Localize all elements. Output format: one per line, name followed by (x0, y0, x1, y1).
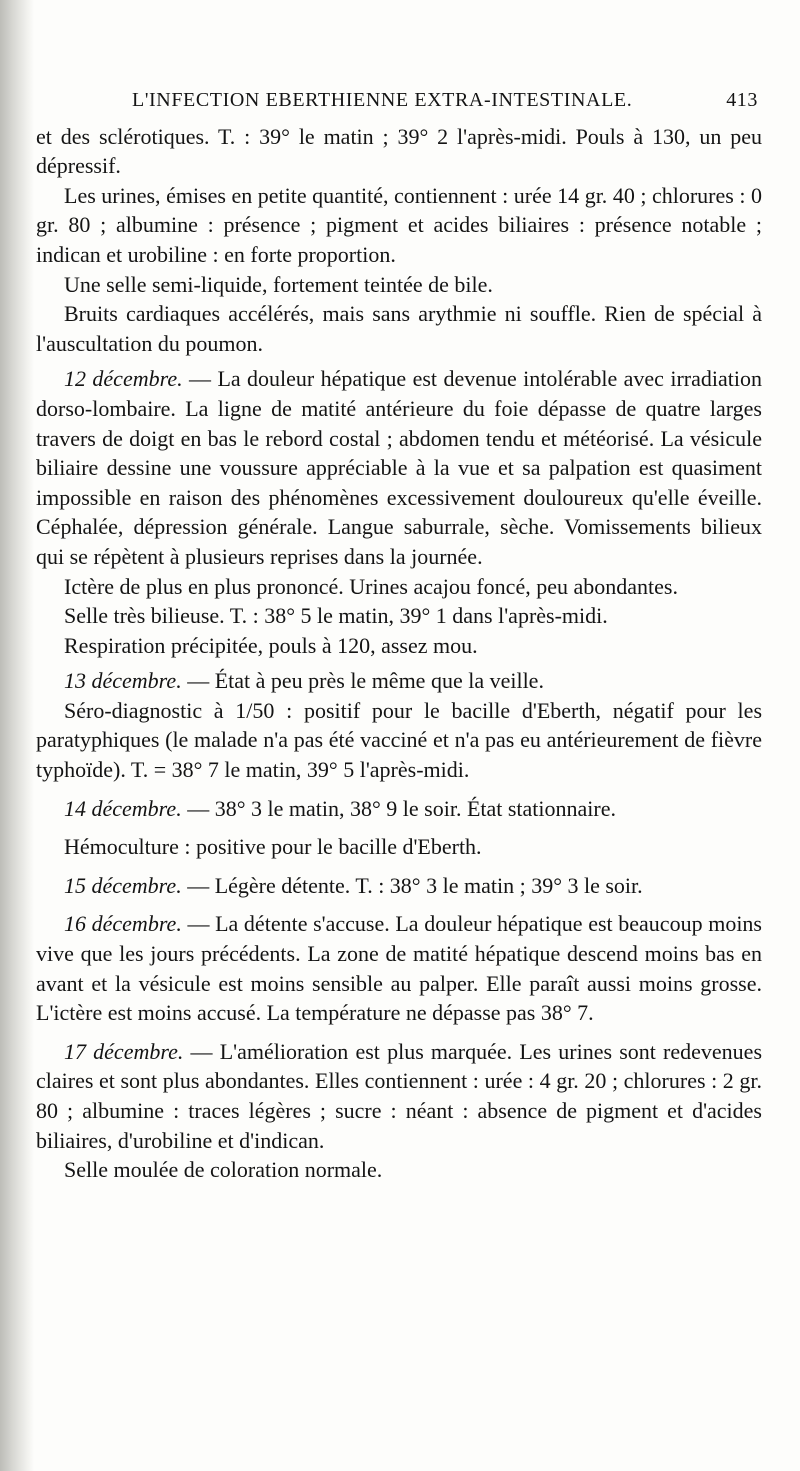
entry-date: 17 décembre. (64, 1038, 184, 1064)
paragraph (36, 181, 762, 270)
paragraph-text: Selle moulée de coloration normale. (64, 1157, 383, 1183)
diary-entry (36, 909, 762, 1027)
paragraph-text: Séro-diagnostic à 1/50 : positif pour le bacille d'Eberth, négatif pour les paratyphiques (le malade n'a pas été vacciné et n'a pas eu antérieurement de fièvre typhoïde). T. = 38° 7 le matin, 39° 5 l'après-midi. (36, 697, 762, 783)
paragraph (36, 270, 762, 300)
diary-entry (36, 1037, 762, 1155)
running-head-title: L'INFECTION EBERTHIENNE EXTRA-INTESTINALE. (132, 89, 633, 111)
paragraph-text: — La douleur hépatique est devenue intolérable avec irradiation dorso-lombaire. La ligne de matité antérieure du foie dépasse de quatre larges travers de doigt en bas le rebord costal ; abdomen tendu et météorisé. La vésicule biliaire dessine une voussure appréciable à la vue et sa palpation est quasiment impossible en raison des phénomènes excessivement douloureux qu'elle éveille. Céphalée, dépression générale. Langue saburrale, sèche. Vomissements bilieux qui se répètent à plusieurs reprises dans la journée. (36, 366, 762, 569)
entry-date: 15 décembre. (64, 872, 182, 898)
paragraph-text: Bruits cardiaques accélérés, mais sans arythmie ni souffle. Rien de spécial à l'auscultation du poumon. (36, 301, 762, 356)
paragraph (36, 572, 762, 602)
paragraph-text: Les urines, émises en petite quantité, contiennent : urée 14 gr. 40 ; chlorures : 0 gr. 80 ; albumine : présence ; pigment et acides biliaires : présence notable ; indican et urobiline : en forte proportion. (36, 182, 762, 267)
page-number: 413 (726, 89, 758, 111)
paragraph-text: — L'amélioration est plus marquée. Les urines sont redevenues claires et sont plus abondantes. Elles contiennent : urée : 4 gr. 20 ; chlorures : 2 gr. 80 ; albumine : traces légères ; sucre : néant : absence de pigment et d'acides biliaires, d'urobiline et d'indican. (36, 1038, 762, 1153)
running-head (36, 86, 762, 116)
paragraph (36, 601, 762, 631)
paragraph-text: Respiration précipitée, pouls à 120, assez mou. (64, 632, 478, 658)
entry-date: 14 décembre. (64, 795, 182, 821)
paragraph-text: Ictère de plus en plus prononcé. Urines acajou foncé, peu abondantes. (64, 573, 678, 599)
paragraph-text: et des sclérotiques. T. : 39° le matin ; 39° 2 l'après-midi. Pouls à 130, un peu dépressif. (36, 123, 762, 179)
paragraph-text: — État à peu près le même que la veille. (181, 668, 544, 694)
paragraph-text: Une selle semi-liquide, fortement teintée de bile. (64, 271, 493, 297)
scan-edge-shadow (0, 0, 34, 1471)
paragraph-text: Selle très bilieuse. T. : 38° 5 le matin, 39° 1 dans l'après-midi. (64, 603, 608, 629)
paragraph-text: — Légère détente. T. : 38° 3 le matin ; 39° 3 le soir. (181, 872, 643, 898)
paragraph (36, 299, 762, 358)
entry-date: 12 décembre. (64, 366, 183, 392)
paragraph-text: — La détente s'accuse. La douleur hépatique est beaucoup moins vive que les jours précédents. La zone de matité hépatique descend moins bas en avant et la vésicule est moins sensible au palper. Elle paraît aussi moins grosse. L'ictère est moins accusé. La température ne dépasse pas 38° 7. (36, 911, 762, 1026)
diary-entry (36, 871, 762, 901)
entry-date: 13 décembre. (64, 668, 182, 694)
paragraph (36, 832, 762, 862)
paragraph (36, 122, 762, 181)
diary-entry (36, 794, 762, 824)
paragraph (36, 696, 762, 785)
book-page (36, 86, 762, 1185)
paragraph (36, 1155, 762, 1185)
entry-date: 16 décembre. (64, 911, 182, 937)
paragraph-text: Hémoculture : positive pour le bacille d'Eberth. (64, 834, 482, 860)
diary-entry (36, 364, 762, 571)
diary-entry (36, 666, 762, 696)
paragraph-text: — 38° 3 le matin, 38° 9 le soir. État stationnaire. (181, 795, 616, 821)
paragraph (36, 631, 762, 661)
